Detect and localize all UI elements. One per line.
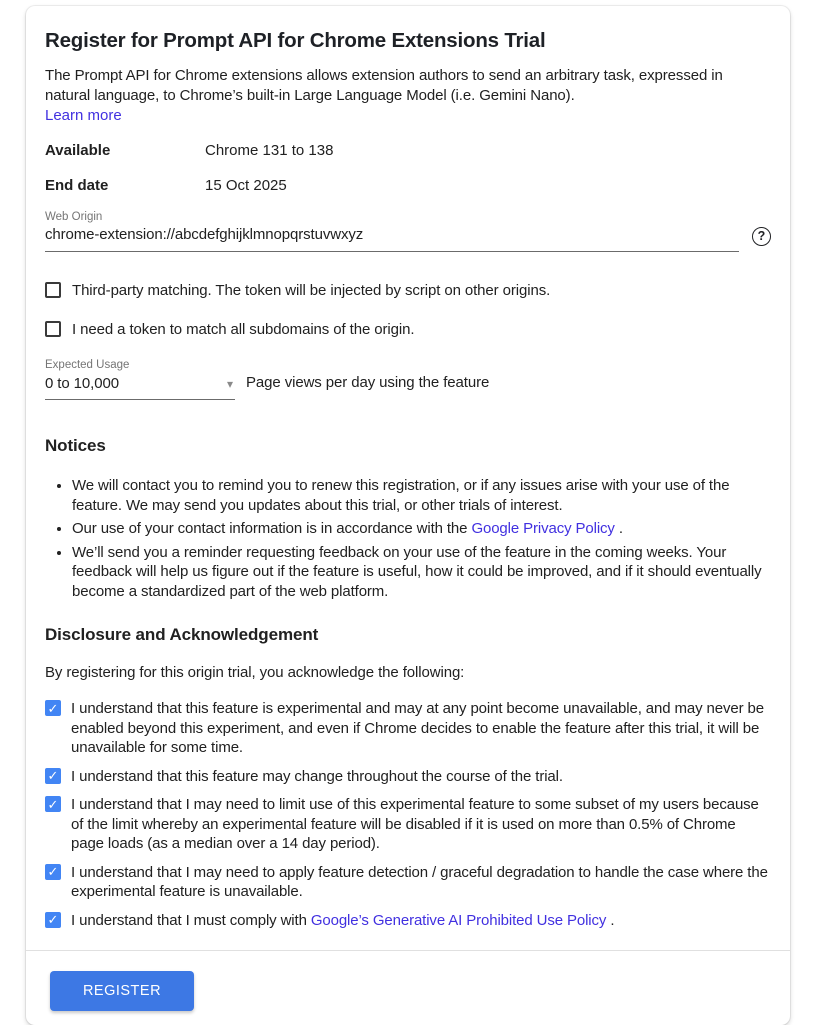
token-options xyxy=(45,281,771,339)
ack-item-feature-detection[interactable]: ✓ I understand that I may need to apply feature detection / graceful degradation to handle the case where the experimental feature is unavailable. xyxy=(45,863,771,902)
checkmark-icon: ✓ xyxy=(47,700,59,716)
notices-heading: Notices xyxy=(45,436,106,455)
checkmark-icon: ✓ xyxy=(47,768,59,783)
disclosure-heading: Disclosure and Acknowledgement xyxy=(45,625,319,644)
web-origin-field xyxy=(45,211,771,252)
trial-meta xyxy=(45,141,771,196)
checkmark-icon: ✓ xyxy=(47,864,59,879)
ack-item-prohibited-use[interactable]: ✓ I understand that I must comply with Google’s Generative AI Prohibited Use Policy . xyxy=(45,911,771,931)
end-date-value: 15 Oct 2025 xyxy=(205,177,287,194)
checkbox-checked-icon[interactable] xyxy=(45,912,61,928)
subdomain-matching-option[interactable] xyxy=(45,320,771,339)
card-footer xyxy=(26,950,790,1025)
third-party-matching-option[interactable] xyxy=(45,281,771,300)
notice-item: • We will contact you to remind you to renew this registration, or if any issues arise with your use of the feature. We may send you updates about this trial, or other trials of interest. xyxy=(72,476,771,515)
disclosure-intro: By registering for this origin trial, you acknowledge the following: xyxy=(45,664,465,681)
intro-text: The Prompt API for Chrome extensions allows extension authors to send an arbitrary task, expressed in natural language, to Chrome’s built-in Large Language Model (i.e. Gemini Nano). xyxy=(45,67,723,104)
expected-usage-label: Expected Usage xyxy=(45,359,130,371)
notice-item: • Our use of your contact information is in accordance with the Google Privacy Policy . xyxy=(72,519,771,539)
checkbox-checked-icon[interactable] xyxy=(45,796,61,812)
web-origin-label: Web Origin xyxy=(45,211,103,223)
third-party-matching-label: Third-party matching. The token will be injected by script on other origins. xyxy=(72,282,551,299)
checkbox-unchecked-icon[interactable] xyxy=(45,321,61,337)
expected-usage-control[interactable] xyxy=(45,371,235,400)
register-button[interactable]: REGISTER xyxy=(50,971,194,1011)
checkmark-icon: ✓ xyxy=(47,796,59,812)
checkmark-icon: ✓ xyxy=(47,912,59,927)
available-value: Chrome 131 to 138 xyxy=(205,142,334,159)
card-body xyxy=(26,6,790,950)
subdomain-matching-label: I need a token to match all subdomains of the origin. xyxy=(72,321,415,338)
end-date-row xyxy=(45,176,771,196)
expected-usage-row xyxy=(45,359,771,400)
ack-item-experimental[interactable]: ✓ I understand that this feature is experimental and may at any point become unavailable, and may never be enabled beyond this experiment, and even if Chrome decides to enable the feature after this trial, it will be unavailable for some time. xyxy=(45,699,771,758)
expected-usage-hint: Page views per day using the feature xyxy=(246,374,490,391)
help-icon[interactable]: ? xyxy=(752,227,771,246)
notices-list xyxy=(45,476,771,601)
registration-card xyxy=(26,6,790,1025)
available-row xyxy=(45,141,771,161)
end-date-label: End date xyxy=(45,177,109,194)
web-origin-input[interactable] xyxy=(45,226,739,252)
ack-item-may-change[interactable]: ✓ I understand that this feature may change throughout the course of the trial. xyxy=(45,767,771,787)
page-title: Register for Prompt API for Chrome Extensions Trial xyxy=(45,29,546,52)
acknowledgement-list xyxy=(45,699,771,930)
privacy-policy-link[interactable]: Google Privacy Policy xyxy=(471,520,615,537)
expected-usage-select[interactable] xyxy=(45,359,235,400)
available-label: Available xyxy=(45,142,111,159)
checkbox-checked-icon[interactable] xyxy=(45,864,61,880)
dropdown-arrow-icon: ▾ xyxy=(226,376,233,391)
checkbox-checked-icon[interactable] xyxy=(45,768,61,784)
ack-item-usage-limit[interactable]: ✓ I understand that I may need to limit use of this experimental feature to some subset of my users because of the limit whereby an experimental feature will be disabled if it is used on more than 0.5% of Chrome page loads (as a median over a 14 day period). xyxy=(45,795,771,854)
checkbox-unchecked-icon[interactable] xyxy=(45,282,61,298)
prohibited-use-policy-link[interactable]: Google’s Generative AI Prohibited Use Policy xyxy=(310,911,607,929)
web-origin-row xyxy=(45,226,771,252)
notice-item: • We’ll send you a reminder requesting feedback on your use of the feature in the coming weeks. Your feedback will help us figure out if the feature is useful, how it could be improved, and if it should eventually become a standardized part of the web platform. xyxy=(72,543,771,602)
learn-more-link[interactable]: Learn more xyxy=(45,107,122,124)
checkbox-checked-icon[interactable] xyxy=(45,700,61,716)
expected-usage-value: 0 to 10,000 xyxy=(45,375,119,392)
